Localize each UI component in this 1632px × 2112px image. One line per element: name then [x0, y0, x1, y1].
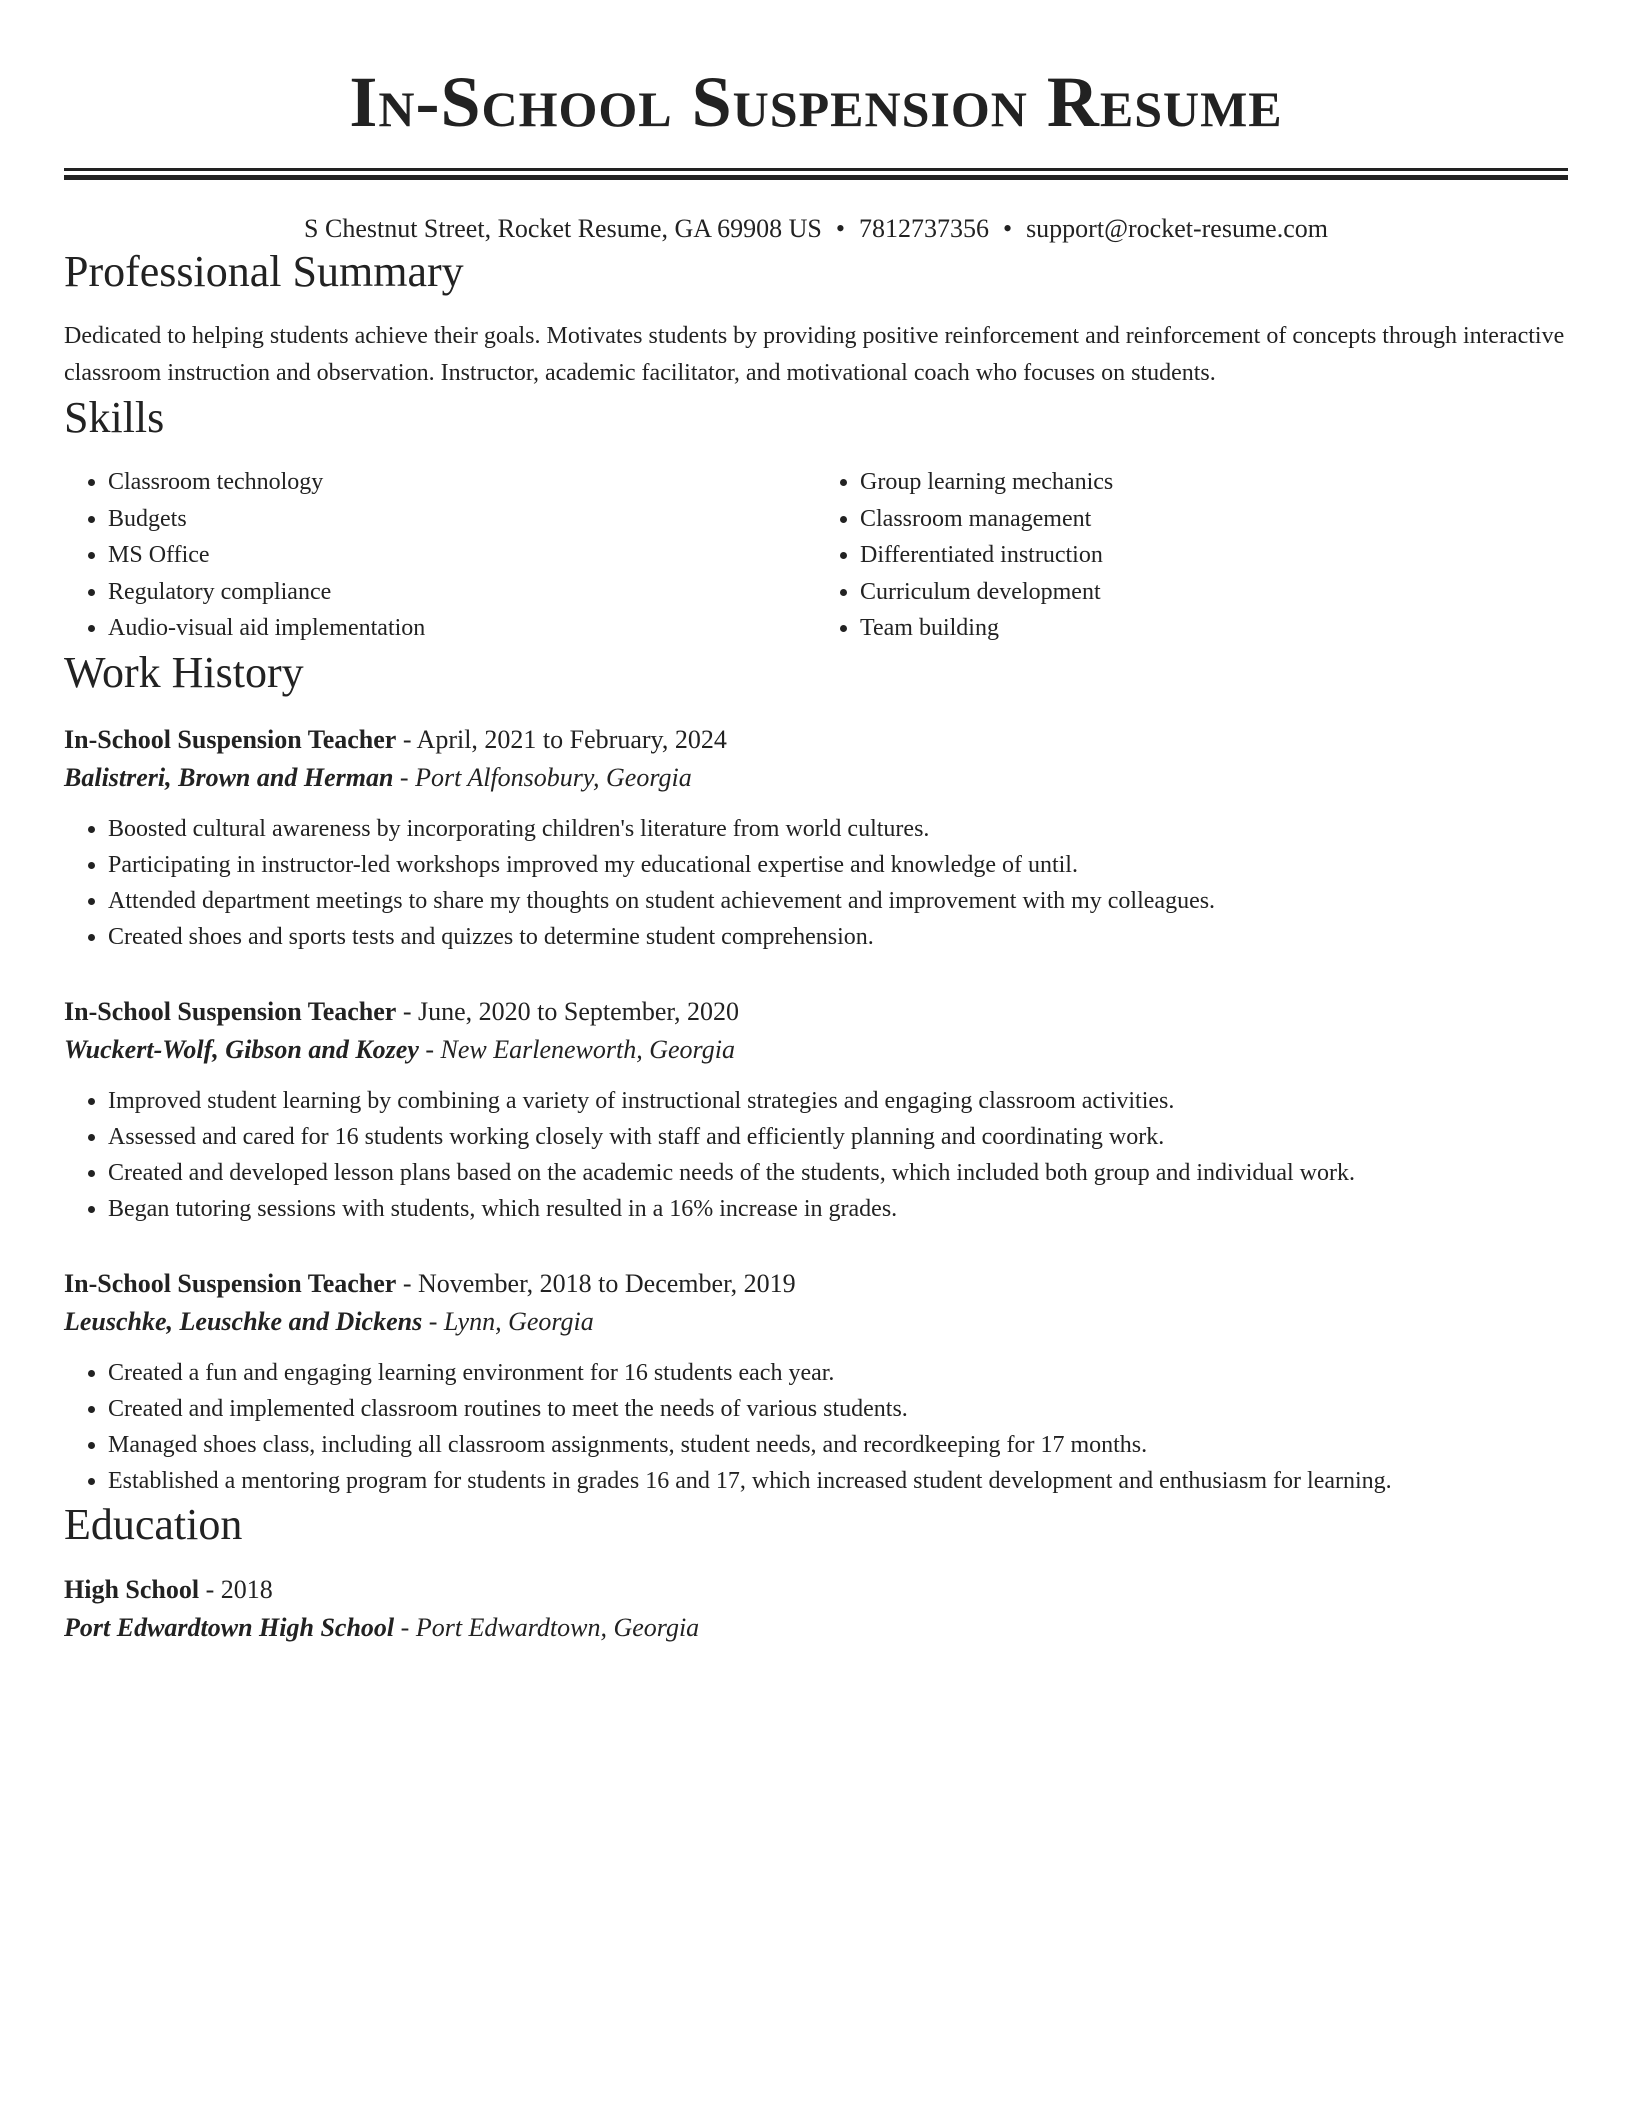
- skill-item: • Budgets: [108, 501, 816, 538]
- education-degree-line: [64, 1571, 1568, 1609]
- title-divider: [64, 168, 1568, 180]
- skill-item: • Classroom management: [860, 501, 1568, 538]
- work-history-heading: Work History: [64, 647, 304, 697]
- job-role: In-School Suspension Teacher: [64, 996, 397, 1026]
- job-bullet: • Managed shoes class, including all classroom assignments, student needs, and recordkeeping for 17 months.: [108, 1427, 1568, 1463]
- skill-item: • Classroom technology: [108, 464, 816, 501]
- skill-item: • Regulatory compliance: [108, 574, 816, 611]
- job-company-line: [64, 1031, 1568, 1069]
- skills-column-right: [816, 464, 1568, 647]
- job-entry: [64, 721, 1568, 955]
- job-bullet: • Created shoes and sports tests and quizzes to determine student comprehension.: [108, 919, 1568, 955]
- skills-column-left: [64, 464, 816, 647]
- education-school: Port Edwardtown High School: [64, 1612, 395, 1642]
- job-role: In-School Suspension Teacher: [64, 724, 397, 754]
- job-company: Leuschke, Leuschke and Dickens: [64, 1306, 423, 1336]
- job-bullet: • Boosted cultural awareness by incorporating children's literature from world cultures.: [108, 811, 1568, 847]
- summary-heading: Professional Summary: [64, 247, 464, 296]
- job-dates: - November, 2018 to December, 2019: [396, 1268, 796, 1298]
- skill-item: • Audio-visual aid implementation: [108, 610, 816, 647]
- skill-item: • Differentiated instruction: [860, 537, 1568, 574]
- job-bullets: [64, 811, 1568, 955]
- job-bullet: • Improved student learning by combining a variety of instructional strategies and engaging classroom activities.: [108, 1083, 1568, 1119]
- contact-email: support@rocket-resume.com: [1026, 214, 1328, 243]
- job-location: - New Earleneworth, Georgia: [418, 1034, 735, 1064]
- summary-text: Dedicated to helping students achieve their goals. Motivates students by providing positive reinforcement and reinforcement of concepts through interactive classroom instruction and observation. Instructor, academic facilitator, and motivational coach who focuses on students.: [64, 323, 1565, 386]
- job-entry: [64, 993, 1568, 1227]
- education-entry: [64, 1571, 1568, 1647]
- job-bullet: • Began tutoring sessions with students, which resulted in a 16% increase in grades.: [108, 1191, 1568, 1227]
- contact-phone: 7812737356: [858, 214, 989, 243]
- contact-separator: •: [835, 214, 845, 243]
- job-company-line: [64, 1303, 1568, 1341]
- job-bullet: • Established a mentoring program for students in grades 16 and 17, which increased student development and enthusiasm for learning.: [108, 1463, 1568, 1499]
- education-degree: High School: [64, 1574, 200, 1604]
- education-heading: Education: [64, 1499, 243, 1549]
- job-bullet: • Assessed and cared for 16 students working closely with staff and efficiently planning and coordinating work.: [108, 1119, 1568, 1155]
- contact-address: S Chestnut Street, Rocket Resume, GA 69908 US: [304, 214, 822, 243]
- job-entry: [64, 1265, 1568, 1499]
- education-year: - 2018: [199, 1574, 273, 1604]
- job-title-line: [64, 1265, 1568, 1303]
- job-company: Wuckert-Wolf, Gibson and Kozey: [64, 1034, 419, 1064]
- contact-line: [64, 212, 1568, 246]
- education-location: - Port Edwardtown, Georgia: [394, 1612, 700, 1642]
- job-bullet: • Created and developed lesson plans based on the academic needs of the students, which included both group and individual work.: [108, 1155, 1568, 1191]
- job-company-line: [64, 759, 1568, 797]
- job-company: Balistreri, Brown and Herman: [64, 762, 394, 792]
- contact-separator: •: [1002, 214, 1013, 243]
- job-bullets: [64, 1083, 1568, 1227]
- job-location: - Port Alfonsobury, Georgia: [393, 762, 692, 792]
- skill-item: • Group learning mechanics: [860, 464, 1568, 501]
- job-dates: - April, 2021 to February, 2024: [396, 724, 727, 754]
- job-bullet: • Participating in instructor-led workshops improved my educational expertise and knowledge of until.: [108, 847, 1568, 883]
- skills-list: [64, 464, 1568, 647]
- job-location: - Lynn, Georgia: [422, 1306, 594, 1336]
- job-role: In-School Suspension Teacher: [64, 1268, 397, 1298]
- job-bullet: • Created a fun and engaging learning environment for 16 students each year.: [108, 1355, 1568, 1391]
- job-bullets: [64, 1355, 1568, 1499]
- skill-item: • MS Office: [108, 537, 816, 574]
- skill-item: • Curriculum development: [860, 574, 1568, 611]
- skill-item: • Team building: [860, 610, 1568, 647]
- job-title-line: [64, 993, 1568, 1031]
- job-dates: - June, 2020 to September, 2020: [396, 996, 740, 1026]
- job-bullet: • Attended department meetings to share my thoughts on student achievement and improvement with my colleagues.: [108, 883, 1568, 919]
- page-title: In-School Suspension Resume: [349, 62, 1283, 142]
- skills-heading: Skills: [64, 393, 165, 442]
- education-school-line: [64, 1609, 1568, 1647]
- job-title-line: [64, 721, 1568, 759]
- job-bullet: • Created and implemented classroom routines to meet the needs of various students.: [108, 1391, 1568, 1427]
